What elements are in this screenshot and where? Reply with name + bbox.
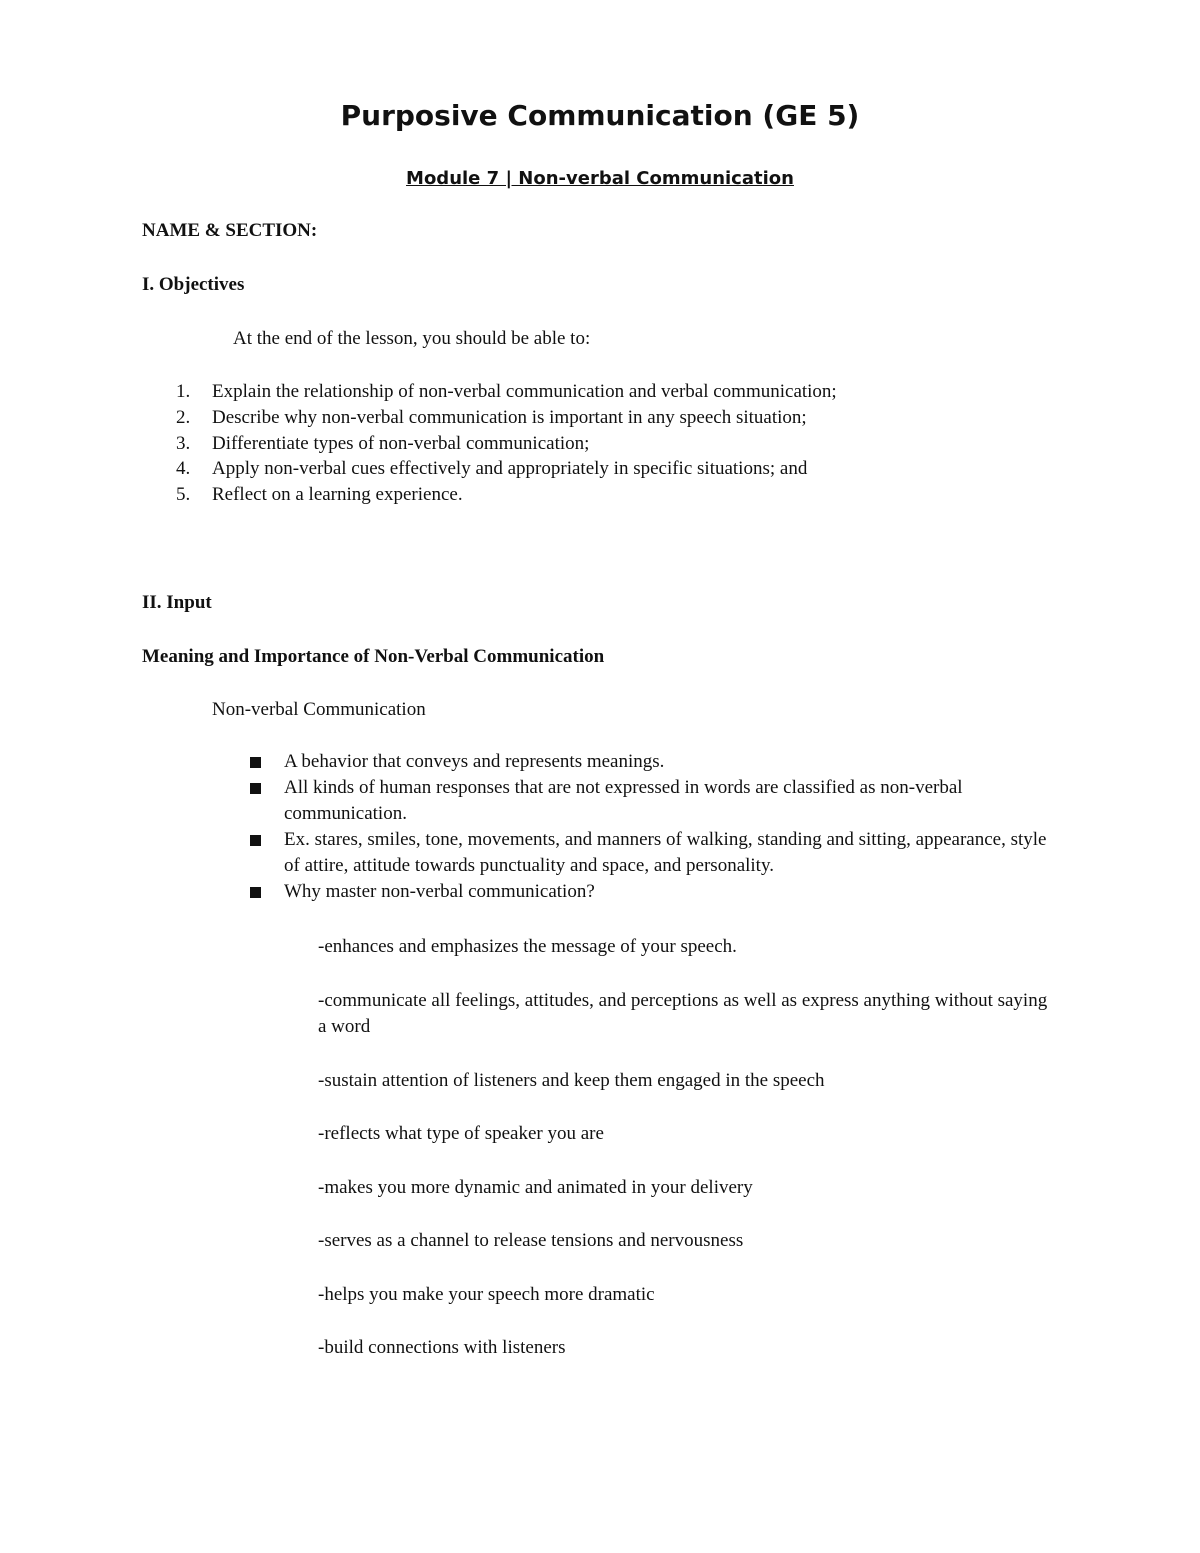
benefit-item: -sustain attention of listeners and keep them engaged in the speech <box>318 1069 825 1091</box>
objectives-heading: I. Objectives <box>142 274 245 295</box>
definition-item <box>250 827 1060 879</box>
definition-text: A behavior that conveys and represents meanings. <box>284 751 665 772</box>
definition-item <box>250 775 1060 827</box>
objective-number: 1. <box>176 381 191 402</box>
square-bullet-icon <box>250 783 261 794</box>
benefit-item: -makes you more dynamic and animated in your delivery <box>318 1176 753 1198</box>
objective-item <box>142 379 1042 405</box>
objective-text: Apply non-verbal cues effectively and appropriately in specific situations; and <box>212 458 808 480</box>
objective-item <box>142 482 1042 508</box>
objective-item <box>142 405 1042 431</box>
objectives-list <box>142 379 1042 508</box>
objective-text: Explain the relationship of non-verbal communication and verbal communication; <box>212 381 837 402</box>
definition-item <box>250 749 1060 775</box>
objective-number: 3. <box>176 432 191 454</box>
definition-text: All kinds of human responses that are not expressed in words are classified as non-verbal communication. <box>284 777 963 824</box>
objective-number: 4. <box>176 458 191 480</box>
benefit-item: -reflects what type of speaker you are <box>318 1123 604 1144</box>
square-bullet-icon <box>250 887 261 898</box>
benefit-item: -enhances and emphasizes the message of your speech. <box>318 936 737 957</box>
definition-text: Ex. stares, smiles, tone, movements, and manners of walking, standing and sitting, appearance, style of attire, attitude towards punctuality and space, and personality. <box>284 829 1047 876</box>
objectives-intro: At the end of the lesson, you should be able to: <box>233 328 591 349</box>
objective-text: Describe why non-verbal communication is important in any speech situation; <box>212 406 807 428</box>
objective-number: 2. <box>176 406 191 428</box>
definition-item <box>250 879 1060 905</box>
module-subtitle: Module 7 | Non-verbal Communication <box>406 168 794 189</box>
definition-text: Why master non-verbal communication? <box>284 881 595 902</box>
square-bullet-icon <box>250 757 261 768</box>
objective-text: Differentiate types of non-verbal communication; <box>212 432 590 454</box>
objective-text: Reflect on a learning experience. <box>212 484 463 506</box>
document-title: Purposive Communication (GE 5) <box>340 99 860 132</box>
name-section-label: NAME & SECTION: <box>142 220 318 241</box>
input-subheading: Meaning and Importance of Non-Verbal Communication <box>142 646 605 667</box>
benefit-item: -serves as a channel to release tensions and nervousness <box>318 1230 744 1251</box>
benefit-item: -helps you make your speech more dramatic <box>318 1283 655 1305</box>
benefit-item: -communicate all feelings, attitudes, and perceptions as well as express anything without saying a word <box>318 989 1048 1037</box>
objective-item <box>142 456 1042 482</box>
objective-item <box>142 431 1042 457</box>
objective-number: 5. <box>176 484 191 506</box>
term-label: Non-verbal Communication <box>212 699 426 720</box>
benefits-list <box>318 934 1058 1389</box>
input-heading: II. Input <box>142 592 212 613</box>
definition-list <box>250 749 1060 905</box>
square-bullet-icon <box>250 835 261 846</box>
benefit-item: -build connections with listeners <box>318 1337 566 1358</box>
